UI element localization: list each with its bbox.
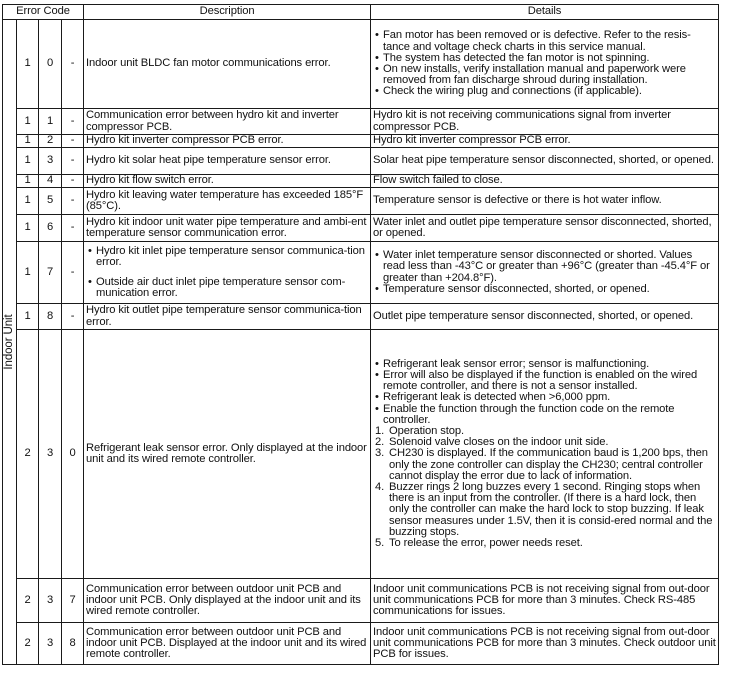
row-details: Indoor unit communications PCB is not receiving signal from out-door unit communications PCB for more than 3 minutes. Check outdoor unit PCB for issues.	[371, 623, 719, 665]
step-text: Operation stop.	[389, 424, 465, 437]
code-digit-1: 2	[17, 330, 39, 579]
row-details	[371, 330, 719, 579]
row-description: Hydro kit indoor unit water pipe temperature and ambi-ent temperature sensor communication error.	[84, 215, 371, 242]
table-row	[3, 188, 719, 215]
detail-bullet: • Enable the function through the function code on the remote controller.	[373, 404, 716, 426]
row-details: Water inlet and outlet pipe temperature sensor disconnected, shorted, or opened.	[371, 215, 719, 242]
step-number: 5.	[375, 537, 385, 550]
table-row	[3, 242, 719, 304]
header-description: Description	[84, 5, 371, 20]
step-number: 2.	[375, 436, 385, 449]
code-digit-1: 1	[17, 20, 39, 109]
description-bullet: • Hydro kit inlet pipe temperature sensor communica-tion error.	[86, 246, 368, 268]
row-details: Flow switch failed to close.	[371, 175, 719, 188]
row-description: Refrigerant leak sensor error. Only displayed at the indoor unit and its wired remote controller.	[84, 330, 371, 579]
code-digit-3: -	[62, 215, 84, 242]
table-row	[3, 215, 719, 242]
code-digit-2: 8	[39, 304, 62, 330]
code-digit-2: 4	[39, 175, 62, 188]
detail-bullet: • The system has detected the fan motor is not spinning.	[373, 53, 716, 64]
row-details	[371, 20, 719, 109]
step-text: CH230 is displayed. If the communication baud is 1,200 bps, then only the zone controller can display the CH230; central controller cannot display the error due to lack of information.	[389, 447, 708, 482]
row-description	[84, 242, 371, 304]
code-digit-3: -	[62, 175, 84, 188]
step-text: Buzzer rings 2 long buzzes every 1 second. Ringing stops when there is an input from the controller. (If there is a hard lock, then only the controller can make the hard lock to stop buzzing. If leak sensor measures under 1.5V, then it is consid-ered normal and the buzzing stops.	[389, 481, 713, 538]
row-details: Outlet pipe temperature sensor disconnected, shorted, or opened.	[371, 304, 719, 330]
row-details: Hydro kit inverter compressor PCB error.	[371, 135, 719, 148]
detail-bullet: • Error will also be displayed if the function is enabled on the wired remote controller, and there is not a sensor installed.	[373, 370, 716, 392]
detail-bullet: • Refrigerant leak sensor error; sensor is malfunctioning.	[373, 359, 716, 370]
section-label: Indoor Unit	[3, 314, 15, 370]
header-error-code: Error Code	[3, 5, 84, 20]
table-row	[3, 109, 719, 135]
row-description: Hydro kit outlet pipe temperature sensor communica-tion error.	[84, 304, 371, 330]
table-row	[3, 623, 719, 665]
row-details: Indoor unit communications PCB is not receiving signal from out-door unit communications PCB for more than 3 minutes. Check RS-485 communications for issues.	[371, 579, 719, 623]
code-digit-1: 1	[17, 175, 39, 188]
row-description: Indoor unit BLDC fan motor communications error.	[84, 20, 371, 109]
code-digit-2: 0	[39, 20, 62, 109]
code-digit-2: 5	[39, 188, 62, 215]
code-digit-3: -	[62, 304, 84, 330]
row-details: Solar heat pipe temperature sensor disconnected, shorted, or opened.	[371, 148, 719, 175]
row-description: Communication error between outdoor unit PCB and indoor unit PCB. Only displayed at the indoor unit and its wired remote controller.	[84, 579, 371, 623]
code-digit-2: 1	[39, 109, 62, 135]
section-column	[3, 20, 17, 665]
step-text: To release the error, power needs reset.	[389, 537, 583, 550]
table-row	[3, 148, 719, 175]
code-digit-2: 3	[39, 148, 62, 175]
detail-bullet: • On new installs, verify installation manual and paperwork were removed from fan discharge shroud during installation.	[373, 64, 716, 86]
code-digit-1: 1	[17, 304, 39, 330]
code-digit-3: 0	[62, 330, 84, 579]
table-row	[3, 20, 719, 109]
code-digit-1: 2	[17, 623, 39, 665]
step-number: 3.	[375, 447, 385, 460]
code-digit-2: 6	[39, 215, 62, 242]
detail-bullet: • Temperature sensor disconnected, shorted, or opened.	[373, 284, 716, 295]
code-digit-1: 2	[17, 579, 39, 623]
code-digit-2: 7	[39, 242, 62, 304]
header-details: Details	[371, 5, 719, 20]
code-digit-1: 1	[17, 135, 39, 148]
step-text: Solenoid valve closes on the indoor unit side.	[389, 436, 609, 449]
detail-bullet: • Fan motor has been removed or is defective. Refer to the resis-tance and voltage check charts in this service manual.	[373, 30, 716, 52]
error-code-table	[2, 4, 719, 665]
table-row	[3, 175, 719, 188]
code-digit-2: 3	[39, 330, 62, 579]
code-digit-3: 8	[62, 623, 84, 665]
table-row	[3, 330, 719, 579]
detail-bullet: • Check the wiring plug and connections (if applicable).	[373, 86, 716, 97]
detail-step	[373, 448, 716, 482]
code-digit-1: 1	[17, 242, 39, 304]
code-digit-1: 1	[17, 188, 39, 215]
step-number: 1.	[375, 424, 385, 437]
code-digit-1: 1	[17, 148, 39, 175]
row-details	[371, 242, 719, 304]
code-digit-2: 3	[39, 623, 62, 665]
row-description: Hydro kit inverter compressor PCB error.	[84, 135, 371, 148]
code-digit-3: -	[62, 20, 84, 109]
row-description: Communication error between outdoor unit PCB and indoor unit PCB. Displayed at the indoor unit and its wired remote controller.	[84, 623, 371, 665]
code-digit-3: -	[62, 135, 84, 148]
detail-bullet: • Water inlet temperature sensor disconnected or shorted. Values read less than -43°C or greater than +96°C (greater than -45.4°F or greater than +204.8°F).	[373, 250, 716, 284]
code-digit-3: -	[62, 109, 84, 135]
code-digit-1: 1	[17, 215, 39, 242]
table-header	[3, 5, 719, 20]
code-digit-2: 3	[39, 579, 62, 623]
code-digit-3: -	[62, 188, 84, 215]
code-digit-3: -	[62, 148, 84, 175]
step-number: 4.	[375, 481, 385, 493]
code-digit-1: 1	[17, 109, 39, 135]
table-row	[3, 135, 719, 148]
table-row	[3, 579, 719, 623]
row-details: Hydro kit is not receiving communications signal from inverter compressor PCB.	[371, 109, 719, 135]
detail-bullet: • Refrigerant leak is detected when >6,000 ppm.	[373, 392, 716, 403]
code-digit-3: 7	[62, 579, 84, 623]
code-digit-2: 2	[39, 135, 62, 148]
description-bullet: • Outside air duct inlet pipe temperature sensor com-munication error.	[86, 277, 368, 299]
row-description: Hydro kit solar heat pipe temperature sensor error.	[84, 148, 371, 175]
detail-step	[373, 482, 716, 538]
row-description: Hydro kit flow switch error.	[84, 175, 371, 188]
row-details: Temperature sensor is defective or there is hot water inflow.	[371, 188, 719, 215]
detail-step	[373, 538, 716, 549]
row-description: Hydro kit leaving water temperature has exceeded 185°F (85°C).	[84, 188, 371, 215]
code-digit-3: -	[62, 242, 84, 304]
table-row	[3, 304, 719, 330]
row-description: Communication error between hydro kit and inverter compressor PCB.	[84, 109, 371, 135]
